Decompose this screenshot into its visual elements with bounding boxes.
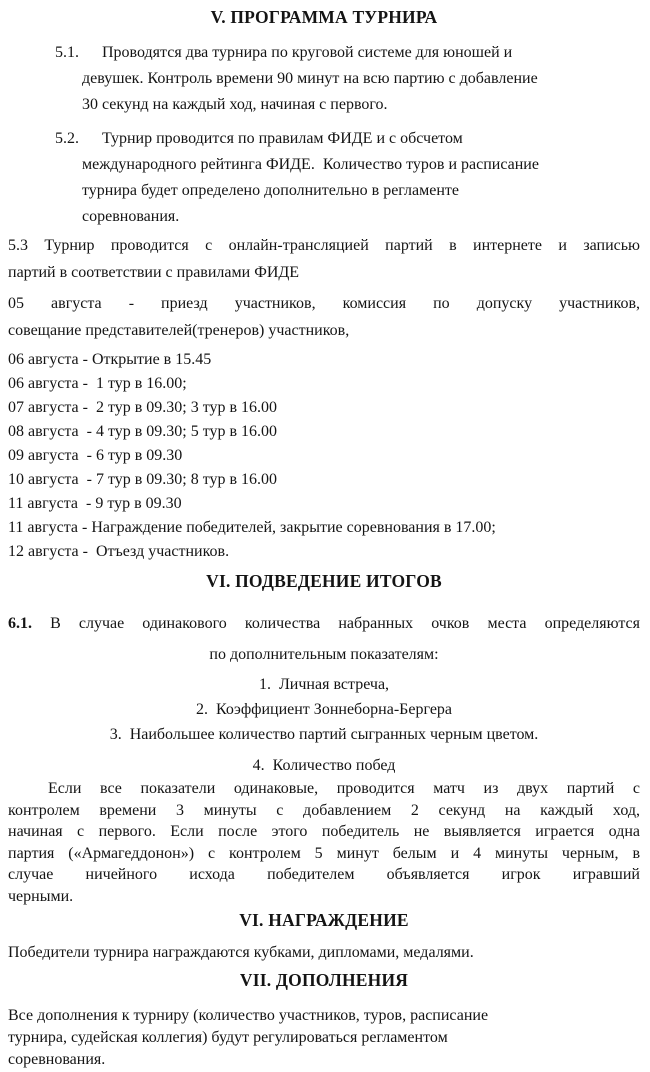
text-line: случае ничейного исхода победителем объявляется игрок игравший bbox=[8, 866, 640, 883]
clause-6-1-line2: по дополнительным показателям: bbox=[209, 646, 439, 663]
text-line: турнира, судейская коллегия) будут регулироваться регламентом bbox=[8, 1029, 448, 1046]
clause-5-1 bbox=[8, 40, 640, 118]
clause-6-1 bbox=[8, 608, 640, 670]
text-line: 06 августа - 1 тур в 16.00; bbox=[8, 375, 187, 392]
section-heading-results: VI. ПОДВЕДЕНИЕ ИТОГОВ bbox=[206, 571, 442, 591]
clause-5-2-text bbox=[82, 126, 640, 230]
text-line: Если все показатели одинаковые, проводится матч из двух партий с bbox=[48, 780, 640, 797]
clause-6-1-line1 bbox=[8, 608, 640, 639]
clause-6-1-text: В случае одинакового количества набранных очков места определяются bbox=[50, 615, 640, 632]
text-line: соревнования. bbox=[8, 1051, 106, 1068]
clause-5-1-text bbox=[82, 40, 640, 118]
additions-paragraph bbox=[8, 1005, 640, 1071]
text-line: контролем времени 3 минуты с добавлением 2 секунд на каждый ход, bbox=[8, 801, 640, 819]
text-line: 1. Личная встреча, bbox=[258, 676, 390, 693]
text-line: партий в соответствии с правилами ФИДЕ bbox=[8, 264, 300, 281]
text-line: 12 августа - Отъезд участников. bbox=[8, 543, 230, 560]
text-line: 5.3 Турнир проводится с онлайн-трансляцией партий в интернете и записью bbox=[8, 237, 640, 254]
text-line: 4. Количество побед bbox=[252, 757, 396, 774]
text-line: девушек. Контроль времени 90 минут на всю партию с добавление bbox=[82, 70, 538, 87]
text-line: 07 августа - 2 тур в 09.30; 3 тур в 16.00 bbox=[8, 399, 278, 416]
playoff-paragraph bbox=[8, 778, 640, 907]
clause-5-2-number: 5.2. bbox=[55, 130, 79, 147]
section-heading-awards: VI. НАГРАЖДЕНИЕ bbox=[239, 910, 409, 930]
text-line: черными. bbox=[8, 887, 74, 905]
text-line: 11 августа - Награждение победителей, закрытие соревнования в 17.00; bbox=[8, 519, 496, 536]
text-line: международного рейтинга ФИДЕ. Количество туров и расписание bbox=[82, 156, 539, 173]
clause-6-1-number: 6.1. bbox=[8, 615, 32, 632]
text-line: 09 августа - 6 тур в 09.30 bbox=[8, 447, 183, 464]
arrival-paragraph bbox=[8, 290, 640, 344]
text-line: Турнир проводится по правилам ФИДЕ и с обсчетом bbox=[102, 130, 463, 147]
text-line: 11 августа - 9 тур в 09.30 bbox=[8, 495, 182, 512]
text-line: турнира будет определено дополнительно в регламенте bbox=[82, 182, 460, 199]
text-line: Проводятся два турнира по круговой системе для юношей и bbox=[102, 44, 513, 61]
text-line: 10 августа - 7 тур в 09.30; 8 тур в 16.00 bbox=[8, 471, 278, 488]
text-line: 08 августа - 4 тур в 09.30; 5 тур в 16.00 bbox=[8, 423, 278, 440]
text-line: 05 августа - приезд участников, комиссия по допуску участников, bbox=[8, 295, 640, 312]
text-line: соревнования. bbox=[82, 208, 180, 225]
section-heading-program: V. ПРОГРАММА ТУРНИРА bbox=[210, 7, 438, 27]
clause-5-2 bbox=[8, 126, 640, 230]
text-line: начиная с первого. Если после этого победитель не выявляется играется одна bbox=[8, 823, 640, 840]
text-line: партия («Армагеддонон») с контролем 5 минут белым и 4 минуты черным, в bbox=[8, 844, 640, 862]
tiebreak-list bbox=[8, 672, 640, 778]
section-heading-additions: VII. ДОПОЛНЕНИЯ bbox=[239, 970, 409, 990]
text-line: Все дополнения к турниру (количество участников, туров, расписание bbox=[8, 1007, 489, 1024]
text-line: 06 августа - Открытие в 15.45 bbox=[8, 351, 212, 368]
text-line: 30 секунд на каждый ход, начиная с первого. bbox=[82, 96, 388, 113]
text-line: 2. Коэффициент Зоннеборна-Бергера bbox=[195, 701, 453, 718]
text-line: 3. Наибольшее количество партий сыгранных черным цветом. bbox=[109, 726, 539, 743]
awards-paragraph: Победители турнира награждаются кубками, дипломами, медалями. bbox=[8, 944, 474, 961]
clause-5-3-text bbox=[8, 232, 640, 286]
schedule-list bbox=[8, 348, 640, 564]
clause-5-1-number: 5.1. bbox=[55, 44, 79, 61]
text-line: совещание представителей(тренеров) участников, bbox=[8, 322, 350, 339]
